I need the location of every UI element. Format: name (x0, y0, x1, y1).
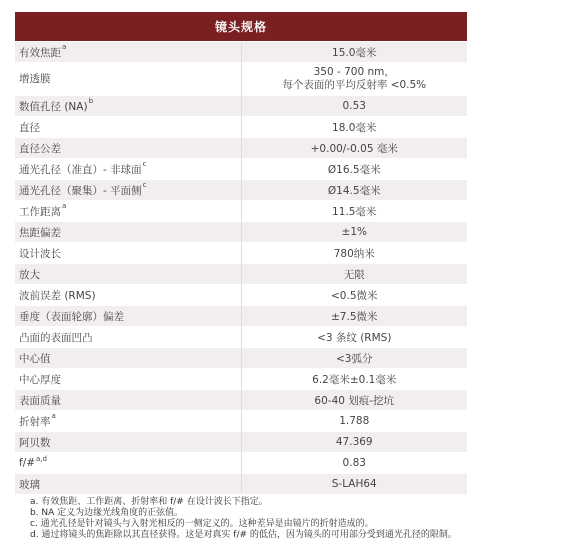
spec-value-cell (241, 180, 467, 201)
table-row (15, 42, 467, 63)
spec-value: 1.788 (339, 415, 370, 427)
spec-value-cell (241, 138, 467, 159)
spec-label: 阿贝数 (19, 436, 51, 449)
spec-value: Ø14.5毫米 (327, 184, 381, 197)
spec-label-cell (15, 222, 241, 243)
spec-label: 增透膜 (19, 72, 51, 85)
footnote-ref: b (88, 96, 94, 105)
table-body (15, 42, 467, 495)
spec-label: 凸面的表面凹凸 (19, 331, 93, 344)
spec-label: 垂度（表面轮廓）偏差 (19, 310, 124, 323)
table-row (15, 117, 467, 138)
spec-label: 直径 (19, 121, 40, 134)
spec-value: S-LAH64 (331, 478, 377, 490)
spec-label-cell (15, 306, 241, 327)
spec-value-cell (241, 306, 467, 327)
spec-value: 6.2毫米±0.1毫米 (312, 373, 397, 386)
table-row (15, 474, 467, 495)
spec-label-cell (15, 453, 241, 474)
spec-label-cell (15, 117, 241, 138)
table-row (15, 432, 467, 453)
spec-label-cell (15, 63, 241, 96)
spec-value: 15.0毫米 (332, 46, 377, 59)
spec-label-cell (15, 138, 241, 159)
table-row (15, 285, 467, 306)
footnote-ref: a (62, 201, 67, 210)
spec-label-cell (15, 264, 241, 285)
spec-label: 通光孔径（准直）- 非球面 (19, 163, 142, 176)
spec-value-cell (241, 243, 467, 264)
table-row (15, 243, 467, 264)
spec-value-cell (241, 96, 467, 117)
table-row (15, 306, 467, 327)
spec-label-cell (15, 327, 241, 348)
footnote-c: c. 通光孔径是针对镜头与入射光相反的一侧定义的。这种差异是由镜片的折射造成的。 (30, 519, 374, 529)
table-row (15, 390, 467, 411)
table-row (15, 180, 467, 201)
spec-value-cell (241, 222, 467, 243)
spec-label: 工作距离 (19, 205, 61, 218)
spec-label-cell (15, 285, 241, 306)
spec-label: 数值孔径 (NA) (19, 100, 88, 113)
spec-value: 60-40 划痕-挖坑 (314, 394, 395, 407)
spec-value: 0.53 (342, 100, 366, 112)
spec-label: 焦距偏差 (19, 226, 61, 239)
spec-value-cell (241, 42, 467, 63)
spec-label: 玻璃 (19, 478, 40, 491)
table-row (15, 348, 467, 369)
footnote-ref: c (142, 180, 147, 189)
spec-value-cell (241, 390, 467, 411)
table-title: 镜头规格 (15, 12, 467, 42)
spec-value-cell (241, 369, 467, 390)
spec-value: 780纳米 (333, 247, 375, 260)
spec-label-cell (15, 42, 241, 63)
spec-label: 中心值 (19, 352, 51, 365)
spec-value-cell (241, 348, 467, 369)
spec-value: 无限 (343, 268, 365, 281)
spec-value-cell (241, 117, 467, 138)
spec-label-cell (15, 390, 241, 411)
spec-label: 折射率 (19, 415, 51, 428)
spec-value-cell (241, 474, 467, 495)
spec-value: ±7.5微米 (331, 310, 378, 323)
spec-value: 47.369 (335, 436, 373, 448)
table-row (15, 411, 467, 432)
footnote-b: b. NA 定义为边缘光线角度的正弦值。 (30, 508, 184, 518)
spec-label-cell (15, 348, 241, 369)
spec-value: 18.0毫米 (332, 121, 377, 134)
table-row (15, 327, 467, 348)
footnote-ref: a,d (36, 455, 48, 463)
spec-label: 通光孔径（聚集）- 平面侧 (19, 184, 142, 197)
spec-value-line2: 每个表面的平均反射率 <0.5% (282, 79, 427, 91)
table-row (15, 138, 467, 159)
spec-label-cell (15, 159, 241, 180)
spec-label: 直径公差 (19, 142, 61, 155)
spec-value: <3 条纹 (RMS) (317, 331, 392, 344)
spec-value-cell (241, 453, 467, 474)
spec-label-cell (15, 180, 241, 201)
spec-value-cell (241, 411, 467, 432)
footnote-a: a. 有效焦距、工作距离、折射率和 f/# 在设计波长下指定。 (30, 497, 268, 507)
spec-value-cell (241, 201, 467, 222)
spec-value-cell (241, 159, 467, 180)
spec-label: 放大 (19, 268, 40, 281)
table-row (15, 264, 467, 285)
spec-value: 350 - 700 nm， (313, 66, 395, 78)
spec-label-cell (15, 96, 241, 117)
spec-value-cell (241, 264, 467, 285)
spec-label: 表面质量 (19, 394, 61, 407)
spec-label: 波前误差 (RMS) (19, 289, 96, 302)
spec-table-container (15, 12, 467, 494)
table-row (15, 63, 467, 96)
spec-value: <3弧分 (336, 352, 373, 365)
spec-value: ±1% (341, 226, 367, 238)
footnote-ref: a (62, 42, 67, 51)
footnote-ref: c (142, 159, 147, 168)
spec-label-cell (15, 474, 241, 495)
spec-value-cell (241, 285, 467, 306)
spec-value: 11.5毫米 (332, 205, 377, 218)
spec-label-cell (15, 432, 241, 453)
table-row (15, 369, 467, 390)
spec-value-cell (241, 63, 467, 96)
footnote-ref: a (51, 411, 56, 420)
spec-label-cell (15, 411, 241, 432)
spec-value: +0.00/-0.05 毫米 (310, 142, 398, 155)
spec-label-cell (15, 369, 241, 390)
spec-value: Ø16.5毫米 (327, 163, 381, 176)
spec-label: 中心厚度 (19, 373, 61, 386)
footnotes (30, 497, 570, 541)
spec-label-cell (15, 243, 241, 264)
spec-label: 设计波长 (19, 247, 61, 260)
spec-value-cell (241, 432, 467, 453)
spec-label-cell (15, 201, 241, 222)
table-row (15, 159, 467, 180)
spec-label: 有效焦距 (19, 46, 61, 59)
spec-label: f/# (19, 457, 36, 469)
footnote-d: d. 通过将镜头的焦距除以其直径获得。这是对真实 f/# 的低估，因为镜头的可用部分受到通光孔径的限制。 (30, 530, 457, 540)
table-row (15, 96, 467, 117)
spec-value: <0.5微米 (331, 289, 378, 302)
lens-spec-table (15, 12, 467, 494)
table-row (15, 201, 467, 222)
table-row (15, 222, 467, 243)
table-row (15, 453, 467, 474)
spec-value-cell (241, 327, 467, 348)
spec-value: 0.83 (342, 457, 366, 469)
